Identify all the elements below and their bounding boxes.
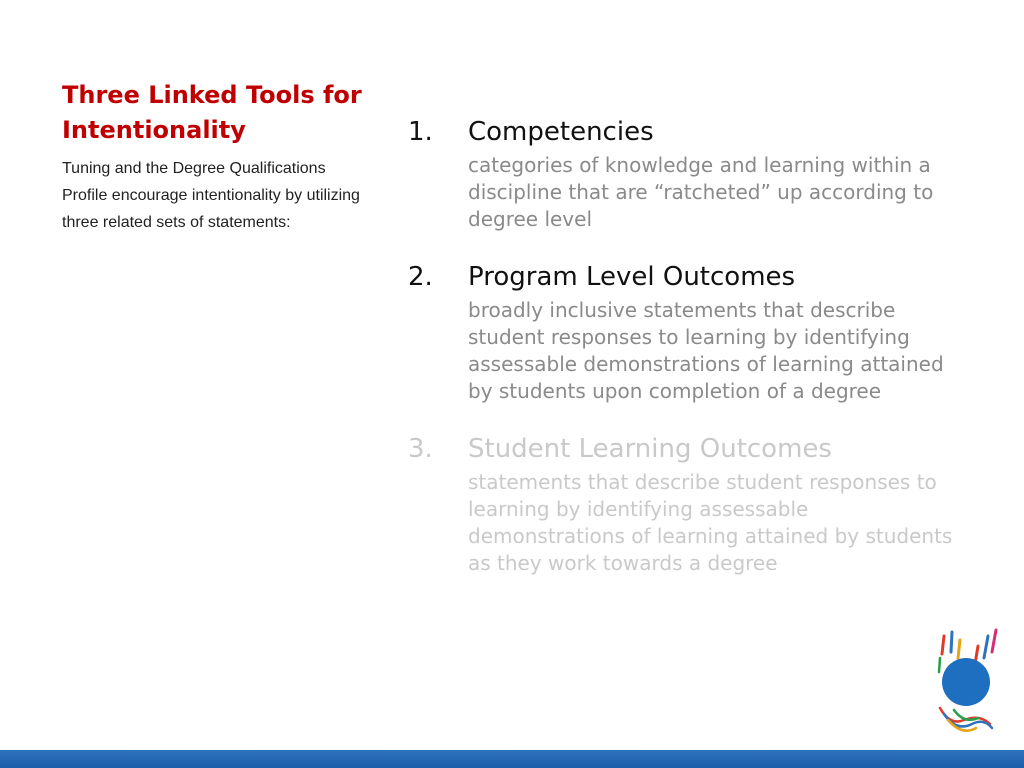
left-column bbox=[62, 78, 382, 236]
item-number: 1. bbox=[408, 117, 433, 147]
item-description: categories of knowledge and learning within a discipline that are “ratcheted” up according to degree level bbox=[468, 153, 934, 231]
item-title: Student Learning Outcomes bbox=[468, 434, 832, 464]
item-number: 3. bbox=[408, 434, 433, 464]
tuning-logo-icon bbox=[934, 628, 1004, 736]
slide-intro: Tuning and the Degree Qualifications Profile encourage intentionality by utilizing three related sets of statements: bbox=[62, 160, 360, 231]
list-item bbox=[408, 112, 968, 233]
item-title: Program Level Outcomes bbox=[468, 262, 796, 292]
list-item bbox=[408, 429, 968, 577]
outcomes-list bbox=[408, 112, 968, 601]
item-title: Competencies bbox=[468, 117, 654, 147]
bottom-bar bbox=[0, 750, 1024, 768]
item-description: broadly inclusive statements that describe student responses to learning by identifying assessable demonstrations of learning attained by students upon completion of a degree bbox=[468, 298, 944, 403]
list-item bbox=[408, 257, 968, 405]
item-number: 2. bbox=[408, 262, 433, 292]
slide-title: Three Linked Tools for Intentionality bbox=[62, 81, 362, 144]
item-description: statements that describe student responses to learning by identifying assessable demonstrations of learning attained by students as they work towards a degree bbox=[468, 470, 953, 575]
